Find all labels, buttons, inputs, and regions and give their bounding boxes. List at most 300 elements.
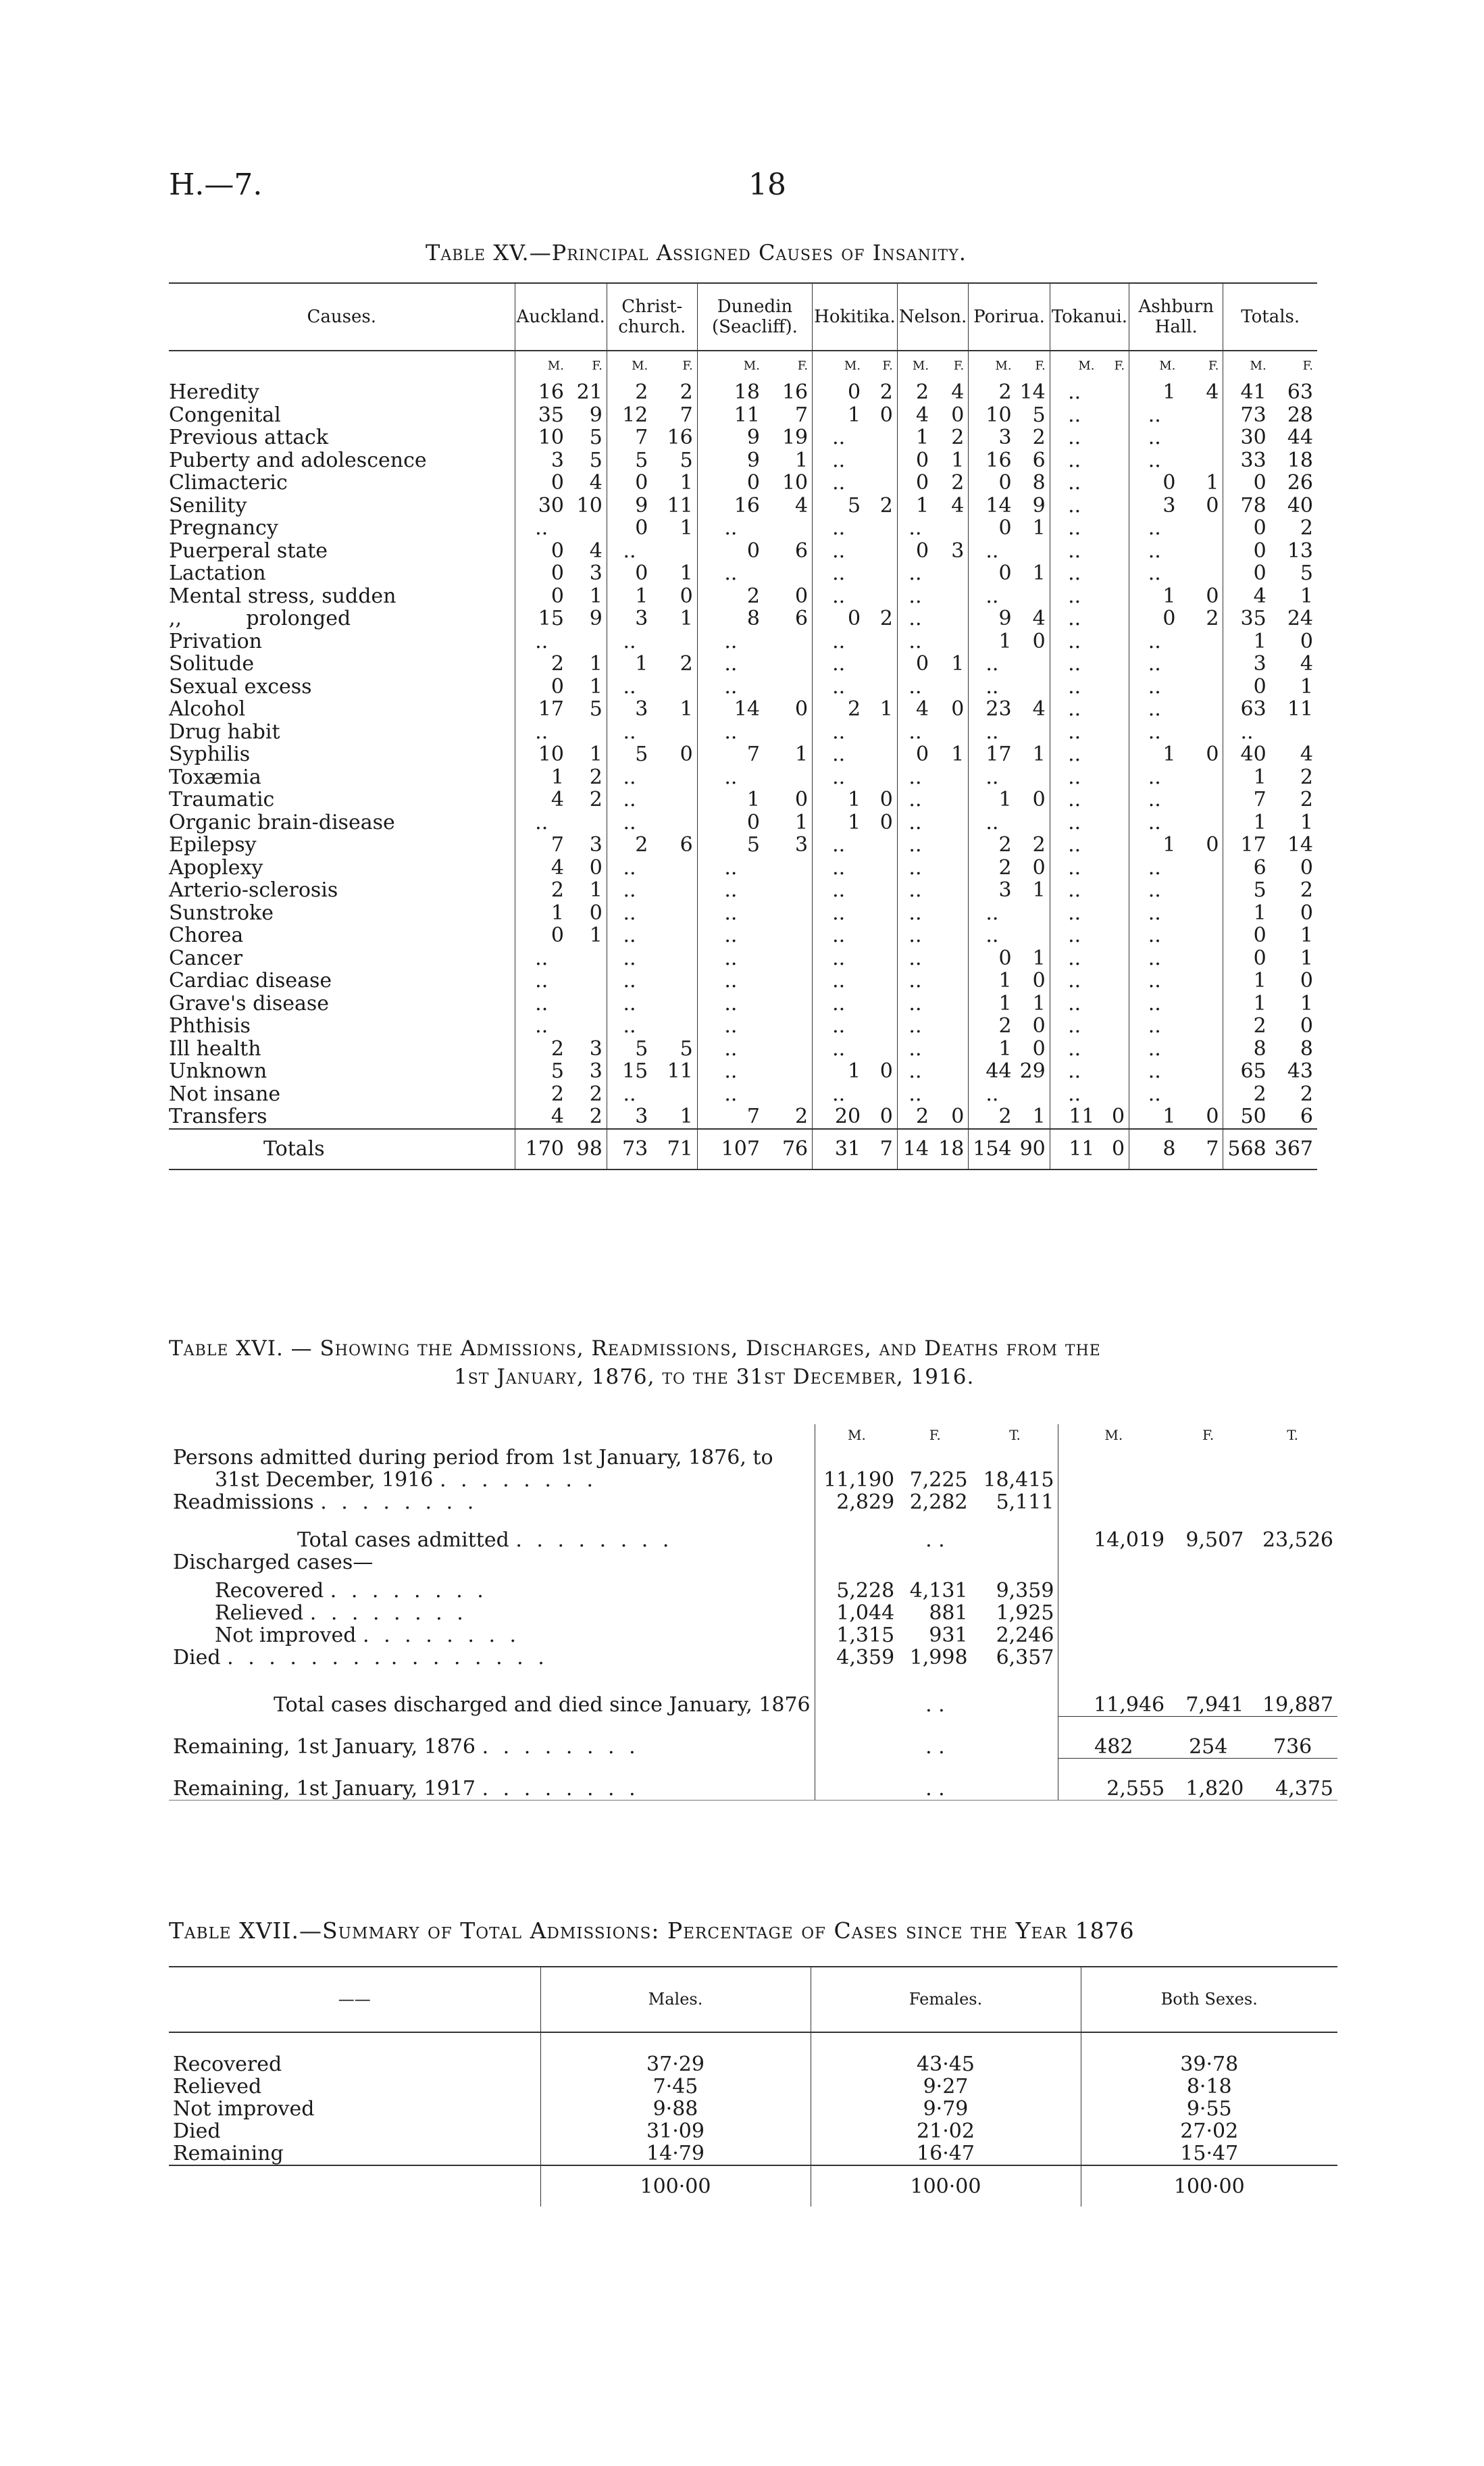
cell-m: 3 (969, 879, 1016, 902)
cell-m: .. (813, 902, 865, 925)
table-row (169, 743, 1317, 766)
cell-f (568, 1015, 607, 1038)
cell-f (1099, 630, 1129, 653)
cell-f: 26 (1287, 471, 1313, 495)
cell-m: 1 (813, 811, 865, 834)
table-row (169, 902, 1317, 925)
cell-f: 1 (951, 652, 965, 676)
table-row (169, 1758, 1337, 1800)
cell-f: 1 (795, 743, 809, 766)
cell-f (1179, 449, 1223, 472)
cell-m: 3 (607, 1105, 652, 1129)
cell-f: 1 (680, 1105, 693, 1128)
cell-females: 16·47 (811, 2142, 1081, 2165)
cell-m: .. (1129, 1015, 1180, 1038)
cell-m: .. (697, 766, 764, 789)
table-row (169, 1469, 1337, 1491)
table-row (169, 1646, 1337, 1669)
cell-m: 35 (515, 404, 568, 427)
header-left: H.—7. (169, 168, 263, 202)
col-both: Both Sexes. (1081, 1967, 1337, 2032)
cell-m: 11,190 (815, 1469, 898, 1491)
cell-m: 0 (1223, 540, 1271, 563)
cell-f: 0 (589, 855, 603, 880)
cell-m: 12 (607, 404, 652, 427)
cause-label: Syphilis (169, 743, 251, 766)
table-row (169, 992, 1317, 1015)
cell-f (1179, 426, 1223, 449)
cell-m: .. (1050, 495, 1098, 518)
cell-f (568, 992, 607, 1015)
cell-m: 2 (697, 585, 764, 608)
cell-f: 0 (1206, 493, 1219, 518)
cell-m: .. (897, 879, 933, 902)
cell-m: .. (813, 721, 865, 744)
cell-f (1179, 698, 1223, 721)
cell-f: 0 (1032, 629, 1046, 653)
cell-f: 1 (1032, 1105, 1046, 1128)
cell-f (764, 721, 813, 744)
cell-f (933, 834, 969, 857)
cell-f (764, 1083, 813, 1106)
col-m: M. (1050, 351, 1098, 381)
cell-f (865, 517, 897, 540)
cell-f: 3 (589, 561, 603, 585)
cell-f (764, 630, 813, 653)
cell-m: .. (813, 653, 865, 676)
cell-m: .. (607, 721, 652, 744)
table-row (169, 517, 1317, 540)
row-label: Remaining, 1st January, 1876 . . . . . . . . (173, 1735, 640, 1759)
cell-m: 2 (969, 857, 1016, 880)
col-f: F. (1035, 359, 1046, 374)
cell-f (933, 788, 969, 811)
cell-m: 41 (1223, 381, 1271, 404)
cell-f: 5 (680, 1036, 693, 1061)
cell-f: 1 (589, 924, 603, 947)
cell-f (865, 426, 897, 449)
cell-m: .. (607, 1015, 652, 1038)
row-label: Total cases admitted . . . . . . . . (297, 1528, 673, 1552)
cause-label: Lactation (169, 561, 266, 585)
cell-m: .. (897, 1015, 933, 1038)
cell-m: 1 (515, 902, 568, 925)
cell-females: 9·27 (811, 2075, 1081, 2098)
cell-f: 9 (1032, 493, 1046, 518)
cell-t: 1,925 (996, 1601, 1054, 1625)
cell-m: 14 (697, 698, 764, 721)
cell-f: 28 (1287, 403, 1313, 427)
cell-dots: . . (925, 1528, 945, 1552)
cell-m: .. (1050, 879, 1098, 902)
cell-m: .. (515, 630, 568, 653)
cell-t: 23,526 (1262, 1528, 1333, 1552)
cell-f (1179, 517, 1223, 540)
cell-m: 9 (697, 426, 764, 449)
cell-m: .. (1129, 811, 1180, 834)
cell-m: 35 (1223, 607, 1271, 630)
cell-males: 7·45 (540, 2075, 811, 2098)
cell-f: 1 (680, 516, 693, 540)
cell-m: .. (1050, 630, 1098, 653)
cell-f: 3 (589, 1036, 603, 1061)
cell-f (652, 676, 697, 699)
cell-both: 9·55 (1081, 2098, 1337, 2120)
cell-m: 1 (1223, 811, 1271, 834)
cell-m: 0 (813, 381, 865, 404)
cell-m: 50 (1223, 1105, 1271, 1129)
total-m: 107 (697, 1129, 764, 1169)
cell-m: 1 (1223, 970, 1271, 992)
cell-m: .. (969, 1083, 1016, 1106)
cell-f (1016, 811, 1050, 834)
cell-f: 1 (795, 810, 809, 834)
cell-f: 4 (1206, 380, 1219, 404)
cell-m: .. (813, 472, 865, 495)
cell-f: 6 (680, 833, 693, 857)
cell-m: .. (697, 630, 764, 653)
cell-m: 0 (515, 924, 568, 947)
table-row (169, 2032, 1337, 2075)
table-row (169, 1060, 1317, 1083)
cell-f (568, 970, 607, 992)
cell-f: 3 (589, 833, 603, 857)
table-row (169, 1015, 1317, 1038)
col-f: F. (929, 1427, 941, 1443)
cell-m: 0 (515, 540, 568, 563)
cell-f: 5 (589, 697, 603, 721)
total-f: 7 (865, 1129, 897, 1169)
cell-f (568, 630, 607, 653)
cell-m: 18 (697, 381, 764, 404)
cell-m: 2,829 (815, 1491, 898, 1513)
table-row (169, 562, 1317, 585)
cell-m: 16 (697, 495, 764, 518)
cell-m: 0 (1223, 472, 1271, 495)
cell-f (1016, 902, 1050, 925)
cell-m: 11,946 (1058, 1669, 1169, 1716)
col-f: F. (1114, 359, 1125, 374)
row-label: Died (173, 2119, 221, 2143)
cell-m: 2 (1223, 1015, 1271, 1038)
table-row (169, 788, 1317, 811)
cell-f: 2 (589, 788, 603, 811)
cell-f (933, 676, 969, 699)
cell-m: 16 (969, 449, 1016, 472)
cell-m: .. (515, 992, 568, 1015)
cell-m: .. (813, 1038, 865, 1061)
cell-m: .. (1050, 472, 1098, 495)
cell-m: 2 (897, 381, 933, 404)
cell-f: 0 (1300, 1014, 1313, 1038)
cell-m: 63 (1223, 698, 1271, 721)
cell-m: .. (813, 834, 865, 857)
table-row (169, 1513, 1337, 1551)
cell-f: 10 (576, 493, 603, 518)
cause-label: Organic brain-disease (169, 810, 395, 834)
cell-m: .. (813, 947, 865, 970)
cell-m: .. (1050, 449, 1098, 472)
total-f: 367 (1271, 1129, 1317, 1169)
cell-f (933, 1083, 969, 1106)
cell-m: 5 (515, 1060, 568, 1083)
cell-m: 0 (607, 517, 652, 540)
cell-f (865, 970, 897, 992)
cell-m: .. (897, 924, 933, 947)
cell-f (652, 721, 697, 744)
cell-m: 1 (515, 766, 568, 789)
cell-f: 4 (1300, 743, 1313, 766)
cell-m: 9 (969, 607, 1016, 630)
col-f: F. (1302, 359, 1313, 374)
cell-f: 29 (1019, 1059, 1046, 1083)
table-row (169, 540, 1317, 563)
cell-f: 1 (1300, 674, 1313, 699)
cell-f (1179, 924, 1223, 947)
cell-f (764, 947, 813, 970)
cell-m: .. (1129, 902, 1180, 925)
cell-m: .. (969, 766, 1016, 789)
cause-label: Previous attack (169, 426, 329, 449)
cell-f (865, 1038, 897, 1061)
cell-f: 0 (680, 584, 693, 608)
cell-m: 0 (1129, 472, 1180, 495)
cause-label: Sunstroke (169, 901, 274, 925)
cell-m: .. (813, 766, 865, 789)
table-row (169, 1446, 1337, 1469)
cell-f: 2 (1300, 788, 1313, 811)
cell-f: 2 (680, 380, 693, 404)
cell-f (1099, 698, 1129, 721)
cell-f: 7 (795, 403, 809, 427)
cell-f: 1 (680, 697, 693, 721)
cell-f (1179, 1083, 1223, 1106)
cell-f (1271, 721, 1317, 744)
cell-m: .. (1050, 811, 1098, 834)
cell-f (652, 992, 697, 1015)
table-xv (169, 282, 1317, 1170)
cause-label: Alcohol (169, 697, 246, 721)
cell-f: 0 (1300, 629, 1313, 653)
cell-m: .. (1223, 721, 1271, 744)
cell-m: 0 (897, 743, 933, 766)
cell-m: .. (607, 788, 652, 811)
cell-males: 31·09 (540, 2120, 811, 2142)
cell-t: 6,357 (996, 1646, 1054, 1669)
cell-f (1179, 788, 1223, 811)
cell-t: 18,415 (983, 1468, 1054, 1492)
cell-m: 1 (1129, 743, 1180, 766)
cell-m: 5 (697, 834, 764, 857)
cell-m: .. (813, 879, 865, 902)
cell-f: 2 (1206, 607, 1219, 630)
cause-label: Puberty and adolescence (169, 448, 427, 472)
table-row (169, 811, 1317, 834)
cell-m: .. (1050, 653, 1098, 676)
cell-m: .. (607, 992, 652, 1015)
cell-f: 0 (795, 788, 809, 811)
cell-f: 11 (667, 493, 693, 518)
cell-m: 4 (897, 698, 933, 721)
cell-dots: . . (925, 1693, 945, 1717)
row-label: Discharged cases— (173, 1551, 374, 1574)
cell-m: .. (1129, 970, 1180, 992)
cell-m: .. (1129, 449, 1180, 472)
cell-f (1179, 811, 1223, 834)
cell-f: 1 (951, 448, 965, 472)
cell-f: 5 (589, 426, 603, 449)
cell-f: 1 (589, 674, 603, 699)
table-row (169, 426, 1317, 449)
table-row (169, 495, 1317, 518)
cell-f (1179, 721, 1223, 744)
cell-f: 7 (680, 403, 693, 427)
cell-m: 8 (697, 607, 764, 630)
cell-m: .. (1129, 721, 1180, 744)
cell-m: 1 (607, 653, 652, 676)
cell-f (933, 766, 969, 789)
cell-m: .. (1129, 947, 1180, 970)
cell-f (652, 630, 697, 653)
cell-m: 2 (515, 879, 568, 902)
cell-f (764, 970, 813, 992)
cell-m: .. (813, 426, 865, 449)
cell-f (1099, 676, 1129, 699)
table-row (169, 947, 1317, 970)
cell-m: .. (697, 1060, 764, 1083)
cell-f: 1 (589, 584, 603, 608)
table-row (169, 1669, 1337, 1716)
col-males: Males. (540, 1967, 811, 2032)
col-m: M. (969, 351, 1016, 381)
cell-m: 2 (813, 698, 865, 721)
cell-f: 0 (1206, 833, 1219, 857)
cell-females: 9·79 (811, 2098, 1081, 2120)
cell-f (865, 540, 897, 563)
cell-f (933, 1015, 969, 1038)
cell-m: .. (1050, 992, 1098, 1015)
cell-f: 254 (1169, 1716, 1248, 1758)
cause-label: Privation (169, 629, 262, 653)
cell-m: 4,359 (815, 1646, 898, 1669)
cell-f (1099, 721, 1129, 744)
cell-m: .. (969, 540, 1016, 563)
col-blank: —— (169, 1967, 540, 2032)
cell-f (1179, 404, 1223, 427)
cell-f (652, 1015, 697, 1038)
row-label: Not improved . . . . . . . . (215, 1624, 521, 1647)
cell-m: 1 (1129, 585, 1180, 608)
cell-m: 1 (1223, 630, 1271, 653)
table-row (169, 924, 1317, 947)
table-row (169, 1624, 1337, 1646)
cell-f (1099, 607, 1129, 630)
cause-label: Pregnancy (169, 516, 278, 540)
table-row (169, 721, 1317, 744)
row-label: Remaining (173, 2142, 284, 2165)
table-header-row (169, 1967, 1337, 2032)
cell-m: 0 (1223, 676, 1271, 699)
cell-f (1099, 653, 1129, 676)
cell-f (933, 1038, 969, 1061)
cell-f: 4 (589, 471, 603, 495)
cell-m: .. (897, 585, 933, 608)
col-females: Females. (811, 1967, 1081, 2032)
cell-m: 7 (1223, 788, 1271, 811)
cell-m: .. (607, 540, 652, 563)
cell-f (1016, 1083, 1050, 1106)
cell-f (568, 721, 607, 744)
table-row (169, 585, 1317, 608)
col-f: F. (1208, 359, 1219, 374)
cell-f (1179, 1038, 1223, 1061)
cell-f: 3 (951, 538, 965, 563)
row-label: Died . . . . . . . . . . . . . . . . (173, 1646, 548, 1669)
table-row (169, 653, 1317, 676)
cell-m: 11 (697, 404, 764, 427)
cell-f: 16 (782, 380, 809, 404)
cell-m: .. (969, 811, 1016, 834)
cell-f: 0 (1206, 1105, 1219, 1128)
cell-m: .. (697, 879, 764, 902)
cell-m: .. (813, 743, 865, 766)
cell-m: .. (1050, 517, 1098, 540)
col-causes: Causes. (169, 283, 515, 351)
cell-m: .. (607, 924, 652, 947)
cell-m: 1 (813, 404, 865, 427)
cell-m: 0 (897, 472, 933, 495)
table-row (169, 834, 1317, 857)
cell-f: 2 (879, 380, 893, 404)
cell-m: .. (897, 902, 933, 925)
cell-f: 4 (1032, 607, 1046, 630)
cell-f: 2 (1300, 878, 1313, 902)
cell-f: 10 (782, 471, 809, 495)
cell-f (933, 630, 969, 653)
cell-f: 1 (1300, 810, 1313, 834)
cell-m: .. (1129, 540, 1180, 563)
cell-m: .. (697, 947, 764, 970)
cell-m: .. (813, 924, 865, 947)
cell-f: 1 (879, 697, 893, 721)
cell-m: .. (1050, 788, 1098, 811)
cell-m: 14,019 (1058, 1513, 1169, 1551)
table-row (169, 1105, 1317, 1129)
cell-m: .. (897, 562, 933, 585)
cell-m: .. (1050, 381, 1098, 404)
total-f: 98 (568, 1129, 607, 1169)
cell-m: 73 (1223, 404, 1271, 427)
cell-f: 0 (1032, 855, 1046, 880)
cell-f: 0 (1300, 855, 1313, 880)
cell-m: .. (897, 676, 933, 699)
cell-f (1016, 540, 1050, 563)
col-t: T. (1009, 1427, 1021, 1443)
cell-f (865, 766, 897, 789)
cell-m: 2 (897, 1105, 933, 1129)
total-f: 18 (933, 1129, 969, 1169)
cell-f: 44 (1287, 426, 1313, 449)
cell-m: 1,315 (815, 1624, 898, 1646)
cell-f (1179, 1060, 1223, 1083)
cell-m: 1 (969, 630, 1016, 653)
cell-f (933, 562, 969, 585)
cell-f (1099, 947, 1129, 970)
cell-m: 0 (1129, 607, 1180, 630)
cell-f (652, 970, 697, 992)
cell-m: 0 (897, 449, 933, 472)
cell-f (1099, 834, 1129, 857)
